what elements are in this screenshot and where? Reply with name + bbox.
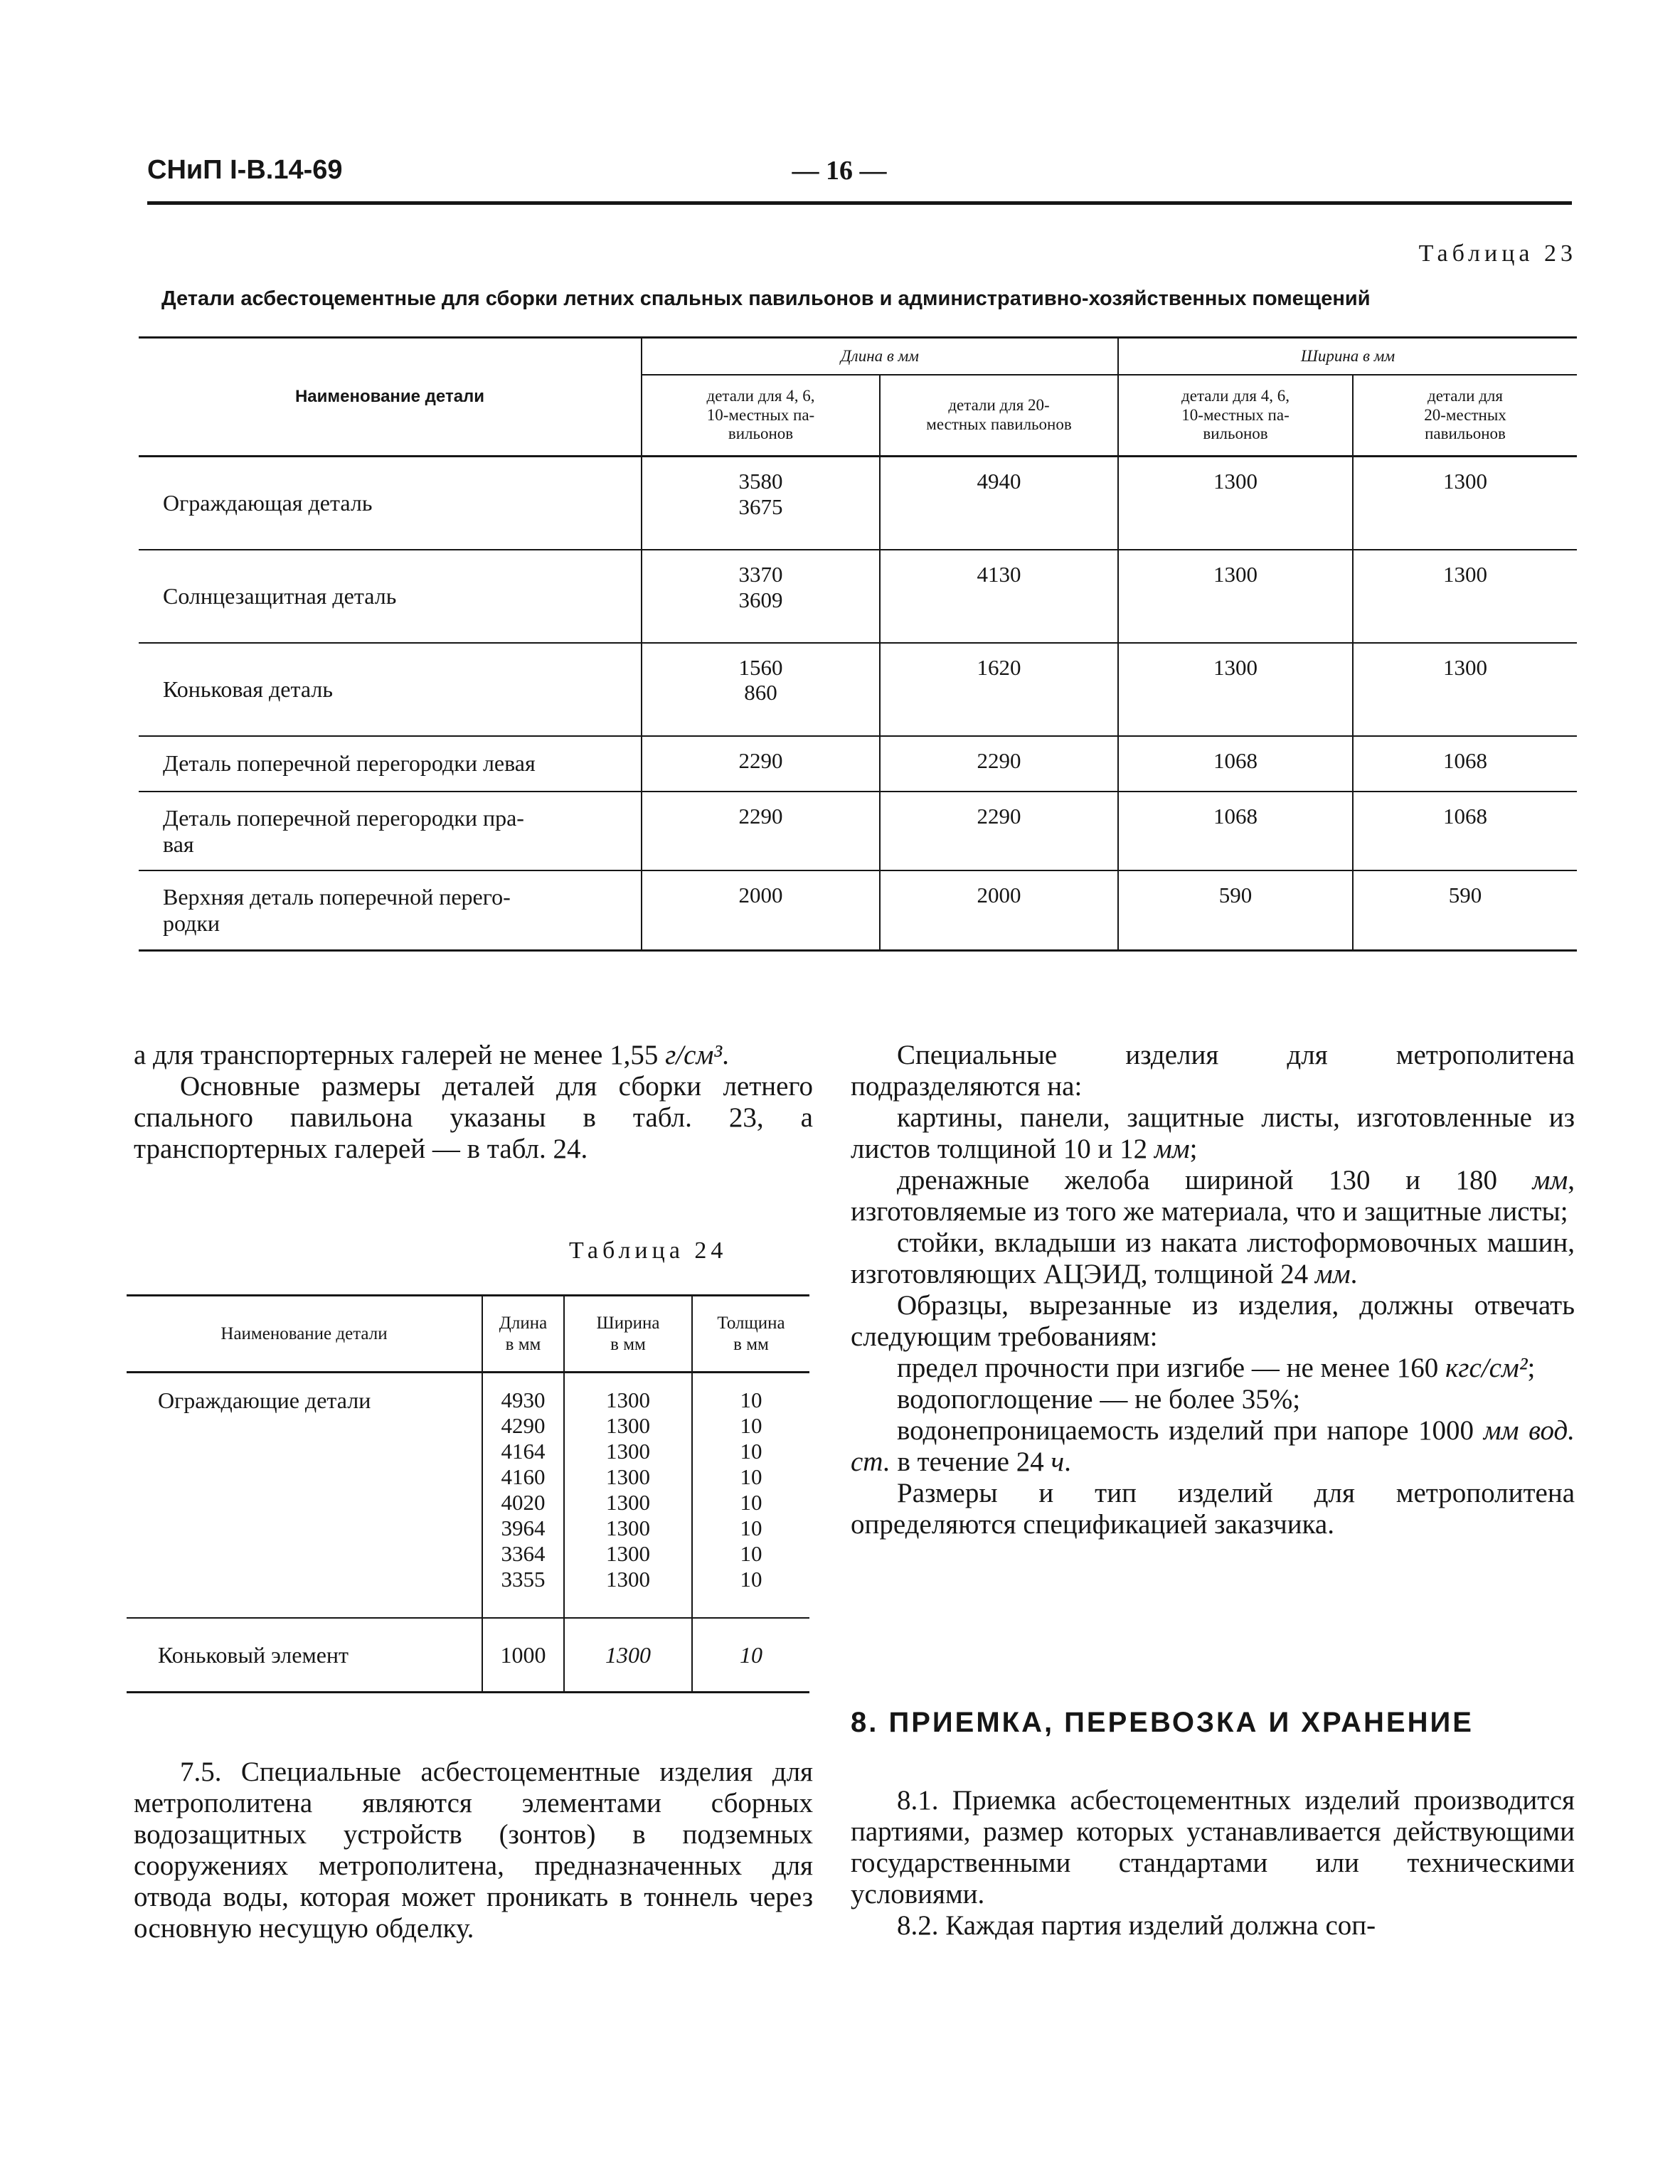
table23-head-name: Наименование детали — [139, 338, 642, 457]
table24-row — [127, 1373, 809, 1618]
table23-cell: 2290 — [880, 736, 1118, 792]
table23-cell: 590 — [1353, 870, 1577, 950]
paragraph: Специальные изделия для метрополитена подразделяются на: — [851, 1040, 1575, 1102]
paragraph: 7.5. Специальные асбестоцементные изделия для метрополитена являются элементами сборных водозащитных устройств (зонтов) в подземных сооружениях метрополитена, предназначенных для отвода воды, которая может проникать в тоннель через основную несущую обделку. — [134, 1757, 813, 1944]
table23-cell: 3580 3675 — [642, 457, 880, 550]
table23-head-length: Длина в мм — [642, 338, 1118, 375]
paragraph: картины, панели, защитные листы, изготовленные из листов толщиной 10 и 12 мм; — [851, 1102, 1575, 1164]
paragraph: стойки, вкладыши из наката листоформовочных машин, изготовляющих АЦЭИД, толщиной 24 мм. — [851, 1227, 1575, 1289]
paragraph: Образцы, вырезанные из изделия, должны отвечать следующим требованиям: — [851, 1290, 1575, 1352]
document-code: СНиП I-В.14-69 — [147, 155, 343, 185]
table23-cell: 1300 — [1353, 643, 1577, 736]
table23-cell: 2000 — [642, 870, 880, 950]
paragraph: предел прочности при изгибе — не менее 160 кгс/см²; — [897, 1353, 1536, 1383]
table23-row — [139, 736, 1577, 792]
table24-cell-name: Ограждающие детали — [158, 1387, 371, 1413]
table23-cell-name: Ограждающая деталь — [163, 490, 373, 516]
table24-cell: 4930 4290 4164 4160 4020 3964 3364 3355 — [482, 1373, 564, 1618]
table23-cell-name: Солнцезащитная деталь — [139, 550, 642, 643]
table23-cell: 1300 — [1118, 643, 1353, 736]
table24-cell-name: Коньковый элемент — [127, 1618, 482, 1693]
table24 — [127, 1294, 809, 1693]
table23-cell: 4130 — [880, 550, 1118, 643]
table23-cell-name: Верхняя деталь поперечной перего- родки — [139, 870, 642, 950]
table23-row — [139, 457, 1577, 550]
table23-cell: 2290 — [880, 792, 1118, 870]
table23-cell: 4940 — [880, 457, 1118, 550]
section-8-heading: 8. ПРИЕМКА, ПЕРЕВОЗКА И ХРАНЕНИЕ — [851, 1707, 1474, 1738]
table23-cell: 590 — [1118, 870, 1353, 950]
table23-cell: 3370 3609 — [642, 550, 880, 643]
table23-row — [139, 870, 1577, 950]
section-8-text — [851, 1785, 1575, 1941]
table23-cell: 1300 — [1118, 550, 1353, 643]
table23-cell: 1068 — [1353, 792, 1577, 870]
table24-head-thickness: Толщина в мм — [692, 1296, 809, 1373]
table23-title: Детали асбестоцементные для сборки летних спальных павильонов и административно-хозяйственных помещений — [161, 287, 1371, 310]
table23-cell: 1300 — [1353, 550, 1577, 643]
paragraph: водопоглощение — не более 35%; — [897, 1384, 1301, 1415]
table23-cell: 1620 — [880, 643, 1118, 736]
table23-caption: Таблица 23 — [1418, 240, 1577, 267]
table23-cell: 1300 — [1118, 457, 1353, 550]
table23-row — [139, 643, 1577, 736]
table23-cell: 2290 — [642, 736, 880, 792]
table23-cell-name: Коньковая деталь — [139, 643, 642, 736]
left-column-intro — [134, 1040, 813, 1165]
header-rule — [147, 201, 1572, 205]
table23-row — [139, 792, 1577, 870]
table23-cell: 1300 — [1353, 457, 1577, 550]
table24-cell: 1000 — [482, 1618, 564, 1693]
table24-caption: Таблица 24 — [569, 1237, 728, 1264]
table23-row — [139, 550, 1577, 643]
table24-cell: 1300 1300 1300 1300 1300 1300 1300 1300 — [564, 1373, 692, 1618]
paragraph: Размеры и тип изделий для метрополитена определяются спецификацией заказчика. — [851, 1478, 1575, 1540]
table23-cell: 1068 — [1118, 792, 1353, 870]
right-column-text — [851, 1040, 1575, 1540]
table24-cell: 1300 — [564, 1618, 692, 1693]
paragraph: а для транспортерных галерей не менее 1,55 г/см³. — [134, 1040, 729, 1070]
paragraph: 8.1. Приемка асбестоцементных изделий производится партиями, размер которых устанавливается действующими государственными стандартами или техническими условиями. — [851, 1785, 1575, 1909]
table24-head-length: Длина в мм — [482, 1296, 564, 1373]
table23-cell: 2000 — [880, 870, 1118, 950]
clause-7-5 — [134, 1757, 813, 1944]
table23-cell: 1068 — [1118, 736, 1353, 792]
table24-cell: 10 — [692, 1618, 809, 1693]
table24-head-name: Наименование детали — [127, 1296, 482, 1373]
page-number: — 16 — — [792, 156, 887, 186]
table23-head-width: Ширина в мм — [1118, 338, 1577, 375]
paragraph: водонепроницаемость изделий при напоре 1000 мм вод. ст. в течение 24 ч. — [851, 1415, 1575, 1477]
paragraph: Основные размеры деталей для сборки летнего спального павильона указаны в табл. 23, а транспортерных галерей — в табл. 24. — [134, 1071, 813, 1164]
table23-cell: 1068 — [1353, 736, 1577, 792]
table24-row — [127, 1618, 809, 1693]
paragraph: дренажные желоба шириной 130 и 180 мм, изготовляемые из того же материала, что и защитные листы; — [851, 1165, 1575, 1227]
table24-cell: 10 10 10 10 10 10 10 10 — [692, 1373, 809, 1618]
table23-cell-name: Деталь поперечной перегородки пра- вая — [139, 792, 642, 870]
table23-head-len-small: детали для 4, 6, 10-местных па- вильонов — [642, 375, 880, 457]
paragraph: 8.2. Каждая партия изделий должна соп- — [897, 1910, 1376, 1941]
table23 — [139, 336, 1577, 952]
table23-head-wid-20: детали для 20-местных павильонов — [1353, 375, 1577, 457]
table23-cell: 2290 — [642, 792, 880, 870]
table24-head-width: Ширина в мм — [564, 1296, 692, 1373]
table23-cell-name: Деталь поперечной перегородки левая — [139, 736, 642, 792]
table23-head-len-20: детали для 20- местных павильонов — [880, 375, 1118, 457]
table23-head-wid-small: детали для 4, 6, 10-местных па- вильонов — [1118, 375, 1353, 457]
table23-cell: 1560 860 — [642, 643, 880, 736]
